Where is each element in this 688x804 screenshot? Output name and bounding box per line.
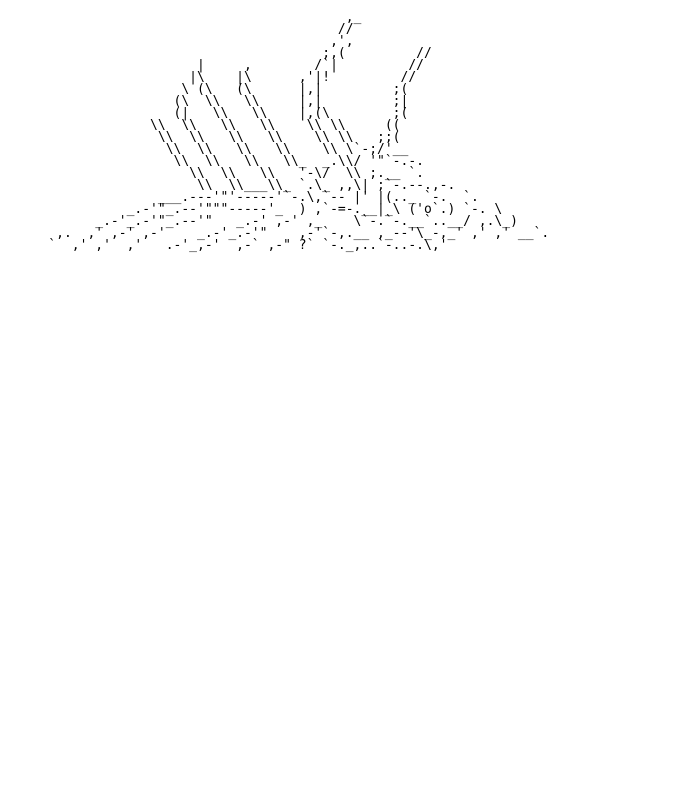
- ascii-art-logo: ,_ // ,', ;,( // | , /`| // |\ |\ ,'|! // \ (\ (\ |,| ;( (\ \\ \\ |,| ;| (| \\ \\ |,(\ ;( \\ \\ \\ \\ \\ \\ (( \\ \\ \\ \\ \\ \\ ;;( \\ \\ \\ \\ \\ \`-;/'__ \\ \\ \\ \\_ _.\\/ '"`-.-. \\ \\ \\ '-\/ \\ ;.__ `. \\ \\___\\_ `.\_ ,,\| ;`-.--.,-. ___.---'"'-----'`-.\,`-- |' |(.._ `-. `. _.-'"_.--'"""-----'_ ) ,`-=-.__|_\ ('o`.) `-. \ _.-'_.-'"_.--'" _.-' ,-' ,_ \`-.`-.__`..__/ ,.\_) ,. ,' ,-' ,-' _.-'_.-'" ,-'`-,.__ ,_--'\_-,_' ,' ,' __`. ` ,' ,' ,' .-'_,-' ,-` ,-" ?` `-._,..`-..-.\,': [48, 10, 550, 253]
